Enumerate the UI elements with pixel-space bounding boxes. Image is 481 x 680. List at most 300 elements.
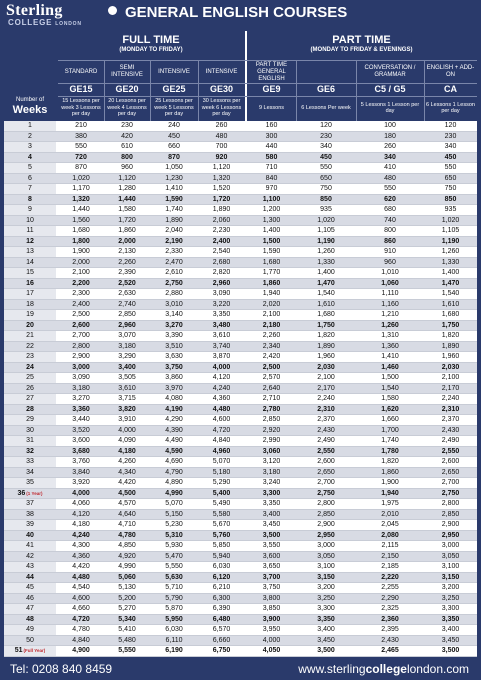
price-cell xyxy=(58,447,104,457)
price-cell xyxy=(150,583,198,593)
group-part-time xyxy=(246,35,477,54)
price-value: 1,320 xyxy=(72,195,90,203)
price-cell xyxy=(296,625,356,635)
week-number-cell xyxy=(4,646,56,656)
price-value: 2,600 xyxy=(72,321,90,329)
price-cell xyxy=(104,573,150,583)
price-value: 3,500 xyxy=(262,531,281,539)
price-cell xyxy=(356,163,424,173)
price-cell xyxy=(247,373,296,383)
price-value: 3,650 xyxy=(262,563,281,570)
price-cell xyxy=(247,352,296,362)
price-cell xyxy=(58,499,104,509)
price-value: 5,470 xyxy=(165,552,183,560)
group-part-time-title: PART TIME xyxy=(332,34,391,46)
price-cell xyxy=(424,541,477,551)
price-cell xyxy=(198,510,245,520)
price-value: 5,670 xyxy=(212,521,231,528)
price-value: 1,400 xyxy=(317,269,335,276)
column-divider xyxy=(104,61,105,121)
price-cell xyxy=(198,258,245,268)
price-cell xyxy=(247,405,296,415)
price-cell xyxy=(296,226,356,236)
price-value: 3,500 xyxy=(441,647,460,654)
price-cell xyxy=(296,373,356,383)
price-value: 1,740 xyxy=(165,206,183,213)
price-cell xyxy=(198,615,245,625)
price-cell xyxy=(356,195,424,205)
price-value: 3,050 xyxy=(441,552,460,560)
group-part-time-sub: (MONDAY TO FRIDAY & EVENINGS) xyxy=(310,47,413,53)
column-code: C5 / G5 xyxy=(374,84,406,94)
price-cell xyxy=(296,258,356,268)
price-value: 2,170 xyxy=(441,384,460,392)
price-value: 4,720 xyxy=(72,615,90,623)
price-table xyxy=(4,31,477,657)
price-value: 3,090 xyxy=(212,290,231,297)
price-cell xyxy=(58,142,104,152)
price-value: 5,930 xyxy=(165,542,183,549)
price-value: 5,940 xyxy=(212,552,231,560)
price-cell xyxy=(424,321,477,331)
price-cell xyxy=(198,636,245,646)
weeks-header-small: Number of xyxy=(15,97,44,103)
price-value: 910 xyxy=(384,248,396,255)
price-value: 5,310 xyxy=(165,531,183,539)
price-cell xyxy=(150,489,198,499)
price-cell xyxy=(424,153,477,163)
price-value: 2,950 xyxy=(441,531,460,539)
price-cell xyxy=(424,174,477,184)
price-value: 3,920 xyxy=(72,479,90,486)
table-row xyxy=(4,583,477,594)
price-cell xyxy=(356,541,424,551)
price-value: 1,020 xyxy=(317,216,335,224)
price-cell xyxy=(424,478,477,488)
week-number: 43 xyxy=(26,563,34,570)
table-row xyxy=(4,184,477,195)
week-number: 7 xyxy=(28,185,32,192)
price-cell xyxy=(104,331,150,341)
price-cell xyxy=(104,405,150,415)
price-value: 4,360 xyxy=(212,395,231,402)
price-cell xyxy=(104,594,150,604)
price-cell xyxy=(58,615,104,625)
price-cell xyxy=(424,195,477,205)
price-value: 850 xyxy=(320,195,332,203)
price-cell xyxy=(247,625,296,635)
price-cell xyxy=(356,573,424,583)
price-value: 3,510 xyxy=(165,342,183,350)
price-cell xyxy=(296,531,356,541)
table-row xyxy=(4,646,477,657)
price-cell xyxy=(356,583,424,593)
table-row xyxy=(4,174,477,185)
price-cell xyxy=(104,415,150,425)
price-value: 4,300 xyxy=(72,542,90,549)
price-cell xyxy=(424,615,477,625)
price-cell xyxy=(150,363,198,373)
price-value: 1,750 xyxy=(317,321,335,329)
price-cell xyxy=(150,289,198,299)
price-cell xyxy=(356,310,424,320)
price-value: 2,950 xyxy=(317,531,335,539)
price-cell xyxy=(198,163,245,173)
price-value: 1,900 xyxy=(72,248,90,255)
price-cell xyxy=(296,646,356,656)
price-value: 2,850 xyxy=(317,510,335,518)
price-value: 2,340 xyxy=(262,342,281,350)
price-cell xyxy=(356,552,424,562)
price-value: 2,220 xyxy=(381,573,399,581)
week-number: 40 xyxy=(26,531,34,539)
price-value: 5,290 xyxy=(212,479,231,486)
price-value: 4,180 xyxy=(118,447,136,455)
price-cell xyxy=(247,447,296,457)
week-number-cell xyxy=(4,573,56,583)
week-number: 12 xyxy=(26,237,34,245)
price-value: 2,240 xyxy=(441,395,460,402)
week-number-cell xyxy=(4,373,56,383)
price-cell xyxy=(58,216,104,226)
duration-note: (1 Year) xyxy=(26,490,43,496)
price-value: 2,800 xyxy=(441,500,460,507)
price-cell xyxy=(198,195,245,205)
price-cell xyxy=(356,478,424,488)
price-value: 2,030 xyxy=(441,363,460,371)
price-value: 2,260 xyxy=(118,258,136,266)
price-cell xyxy=(150,384,198,394)
price-cell xyxy=(104,310,150,320)
price-cell xyxy=(247,142,296,152)
price-cell xyxy=(58,321,104,331)
price-cell xyxy=(296,247,356,257)
price-cell xyxy=(150,636,198,646)
price-value: 4,420 xyxy=(118,479,136,486)
price-cell xyxy=(150,468,198,478)
price-cell xyxy=(104,625,150,635)
price-value: 2,650 xyxy=(441,468,460,476)
week-number: 6 xyxy=(28,174,32,182)
price-value: 1,860 xyxy=(262,279,281,287)
price-cell xyxy=(58,268,104,278)
table-row xyxy=(4,216,477,227)
price-value: 1,940 xyxy=(381,489,399,497)
price-cell xyxy=(104,226,150,236)
price-value: 100 xyxy=(384,122,396,129)
table-row xyxy=(4,132,477,143)
price-value: 1,360 xyxy=(381,342,399,350)
price-value: 2,700 xyxy=(317,479,335,486)
price-cell xyxy=(198,205,245,215)
column-divider xyxy=(198,61,199,121)
week-number-cell xyxy=(4,594,56,604)
price-cell xyxy=(58,468,104,478)
price-cell xyxy=(296,184,356,194)
price-value: 4,780 xyxy=(118,531,136,539)
price-value: 1,580 xyxy=(118,206,136,213)
week-number-cell xyxy=(4,247,56,257)
price-value: 870 xyxy=(168,153,180,161)
price-value: 260 xyxy=(215,122,228,129)
price-value: 2,400 xyxy=(212,237,231,245)
price-cell xyxy=(58,132,104,142)
price-value: 3,200 xyxy=(317,584,335,591)
price-cell xyxy=(247,184,296,194)
price-value: 3,270 xyxy=(72,395,90,402)
price-value: 3,950 xyxy=(262,626,281,633)
week-number-cell xyxy=(4,405,56,415)
table-row xyxy=(4,289,477,300)
price-value: 340 xyxy=(384,153,396,161)
price-cell xyxy=(296,216,356,226)
price-value: 2,430 xyxy=(317,426,335,434)
price-cell xyxy=(356,153,424,163)
price-value: 2,680 xyxy=(212,258,231,266)
price-cell xyxy=(296,583,356,593)
price-value: 1,540 xyxy=(441,290,460,297)
week-number: 9 xyxy=(28,206,32,213)
price-value: 1,330 xyxy=(441,258,460,266)
price-cell xyxy=(296,289,356,299)
price-value: 3,180 xyxy=(118,342,136,350)
price-cell xyxy=(150,520,198,530)
price-cell xyxy=(356,258,424,268)
price-cell xyxy=(198,457,245,467)
price-cell xyxy=(150,142,198,152)
price-value: 2,700 xyxy=(441,479,460,486)
price-value: 480 xyxy=(384,174,396,182)
column-name xyxy=(296,61,356,83)
price-cell xyxy=(150,121,198,131)
price-cell xyxy=(198,625,245,635)
price-value: 1,975 xyxy=(381,500,399,507)
price-cell xyxy=(247,258,296,268)
price-value: 2,180 xyxy=(262,321,281,329)
week-number-cell xyxy=(4,121,56,131)
price-value: 1,660 xyxy=(381,416,399,423)
price-cell xyxy=(424,384,477,394)
price-cell xyxy=(247,646,296,656)
week-number: 49 xyxy=(26,626,34,633)
price-cell xyxy=(356,615,424,625)
price-cell xyxy=(58,363,104,373)
price-value: 5,550 xyxy=(118,647,136,654)
table-row xyxy=(4,258,477,269)
price-value: 2,990 xyxy=(262,437,281,444)
price-cell xyxy=(296,352,356,362)
price-cell xyxy=(198,142,245,152)
price-cell xyxy=(104,373,150,383)
table-row xyxy=(4,541,477,552)
price-value: 5,180 xyxy=(212,468,231,476)
price-value: 2,570 xyxy=(262,374,281,381)
price-value: 410 xyxy=(384,164,396,171)
week-number: 47 xyxy=(26,605,34,612)
price-value: 2,100 xyxy=(72,269,90,276)
price-value: 5,270 xyxy=(118,605,136,612)
price-cell xyxy=(104,646,150,656)
column-name: INTENSIVE xyxy=(205,68,238,75)
price-cell xyxy=(247,478,296,488)
price-cell xyxy=(198,331,245,341)
price-value: 3,220 xyxy=(212,300,231,308)
week-number: 36 xyxy=(17,489,26,497)
price-value: 2,900 xyxy=(441,521,460,528)
price-cell xyxy=(247,205,296,215)
price-cell xyxy=(198,531,245,541)
price-cell xyxy=(198,604,245,614)
price-cell xyxy=(104,247,150,257)
price-value: 1,860 xyxy=(118,227,136,234)
price-value: 960 xyxy=(384,258,396,266)
column-divider xyxy=(356,61,357,121)
price-value: 4,600 xyxy=(72,594,90,602)
price-cell xyxy=(198,583,245,593)
price-value: 2,390 xyxy=(118,269,136,276)
price-value: 450 xyxy=(444,153,457,161)
price-cell xyxy=(104,153,150,163)
price-value: 3,900 xyxy=(262,615,281,623)
price-cell xyxy=(247,121,296,131)
price-value: 3,860 xyxy=(165,374,183,381)
column-name: CONVERSATION / GRAMMAR xyxy=(364,65,416,78)
price-value: 4,390 xyxy=(165,426,183,434)
week-number-cell xyxy=(4,163,56,173)
week-number-cell xyxy=(4,237,56,247)
price-cell xyxy=(150,195,198,205)
price-value: 4,060 xyxy=(72,500,90,507)
price-cell xyxy=(150,268,198,278)
price-value: 3,715 xyxy=(118,395,136,402)
logo-subtitle-main: COLLEGE xyxy=(8,18,53,27)
price-value: 2,920 xyxy=(262,426,281,434)
week-number: 15 xyxy=(26,269,34,276)
table-row xyxy=(4,468,477,479)
column-description: 20 Lessons per week 4 Lessons per day xyxy=(107,98,147,118)
price-value: 750 xyxy=(320,185,332,192)
price-cell xyxy=(424,205,477,215)
price-cell xyxy=(247,552,296,562)
week-number: 41 xyxy=(26,542,34,549)
price-value: 1,800 xyxy=(72,237,90,245)
price-cell xyxy=(247,342,296,352)
price-cell xyxy=(424,489,477,499)
price-value: 5,580 xyxy=(212,510,231,518)
price-cell xyxy=(247,457,296,467)
price-cell xyxy=(104,132,150,142)
price-cell xyxy=(356,394,424,404)
week-number: 30 xyxy=(26,426,34,434)
price-value: 1,110 xyxy=(381,290,399,297)
price-value: 6,190 xyxy=(165,647,183,654)
week-number: 38 xyxy=(26,510,34,518)
price-value: 1,320 xyxy=(212,174,231,182)
price-cell xyxy=(58,573,104,583)
price-value: 2,395 xyxy=(381,626,399,633)
price-cell xyxy=(150,510,198,520)
price-value: 1,105 xyxy=(441,227,460,234)
price-cell xyxy=(247,331,296,341)
price-value: 120 xyxy=(444,122,457,129)
price-cell xyxy=(198,174,245,184)
price-value: 1,860 xyxy=(381,468,399,476)
week-number-cell xyxy=(4,562,56,572)
price-value: 660 xyxy=(168,143,180,150)
price-value: 3,910 xyxy=(118,416,136,423)
table-header xyxy=(4,31,477,121)
price-value: 4,480 xyxy=(72,573,90,581)
price-cell xyxy=(424,363,477,373)
week-number: 20 xyxy=(26,321,34,329)
column-code: GE15 xyxy=(69,84,93,94)
price-cell xyxy=(424,447,477,457)
price-cell xyxy=(198,447,245,457)
price-value: 4,180 xyxy=(72,521,90,528)
price-value: 1,200 xyxy=(262,206,281,213)
price-value: 450 xyxy=(320,153,332,161)
price-value: 2,255 xyxy=(381,584,399,591)
price-cell xyxy=(296,268,356,278)
price-value: 550 xyxy=(444,164,457,171)
price-cell xyxy=(104,279,150,289)
price-value: 210 xyxy=(75,122,87,129)
website-link[interactable] xyxy=(298,662,469,676)
price-value: 6,660 xyxy=(212,636,231,644)
price-cell xyxy=(58,520,104,530)
price-cell xyxy=(356,121,424,131)
price-value: 1,190 xyxy=(441,237,460,245)
week-number-cell xyxy=(4,300,56,310)
price-cell xyxy=(296,342,356,352)
week-number-cell xyxy=(4,625,56,635)
price-cell xyxy=(356,342,424,352)
week-number-cell xyxy=(4,195,56,205)
price-value: 5,850 xyxy=(212,542,231,549)
price-cell xyxy=(247,174,296,184)
price-value: 4,240 xyxy=(72,531,90,539)
price-value: 2,750 xyxy=(165,279,183,287)
price-cell xyxy=(198,405,245,415)
price-value: 4,240 xyxy=(212,384,231,392)
price-cell xyxy=(58,174,104,184)
week-number-cell xyxy=(4,468,56,478)
price-cell xyxy=(296,121,356,131)
price-cell xyxy=(198,153,245,163)
price-cell xyxy=(198,237,245,247)
price-value: 2,100 xyxy=(317,374,335,381)
price-value: 1,820 xyxy=(381,458,399,465)
week-number: 21 xyxy=(26,332,34,339)
price-value: 480 xyxy=(215,132,228,140)
column-name: SEMI INTENSIVE xyxy=(111,65,143,78)
column-code: CA xyxy=(444,84,457,94)
price-value: 380 xyxy=(75,132,87,140)
week-number-cell xyxy=(4,615,56,625)
price-value: 840 xyxy=(265,174,278,182)
price-value: 1,940 xyxy=(262,290,281,297)
table-row xyxy=(4,415,477,426)
price-value: 3,400 xyxy=(317,626,335,633)
price-value: 260 xyxy=(384,143,396,150)
price-cell xyxy=(247,132,296,142)
price-cell xyxy=(104,457,150,467)
price-cell xyxy=(296,636,356,646)
price-value: 1,590 xyxy=(165,195,183,203)
price-value: 2,800 xyxy=(72,342,90,350)
price-value: 3,680 xyxy=(72,447,90,455)
price-cell xyxy=(247,436,296,446)
